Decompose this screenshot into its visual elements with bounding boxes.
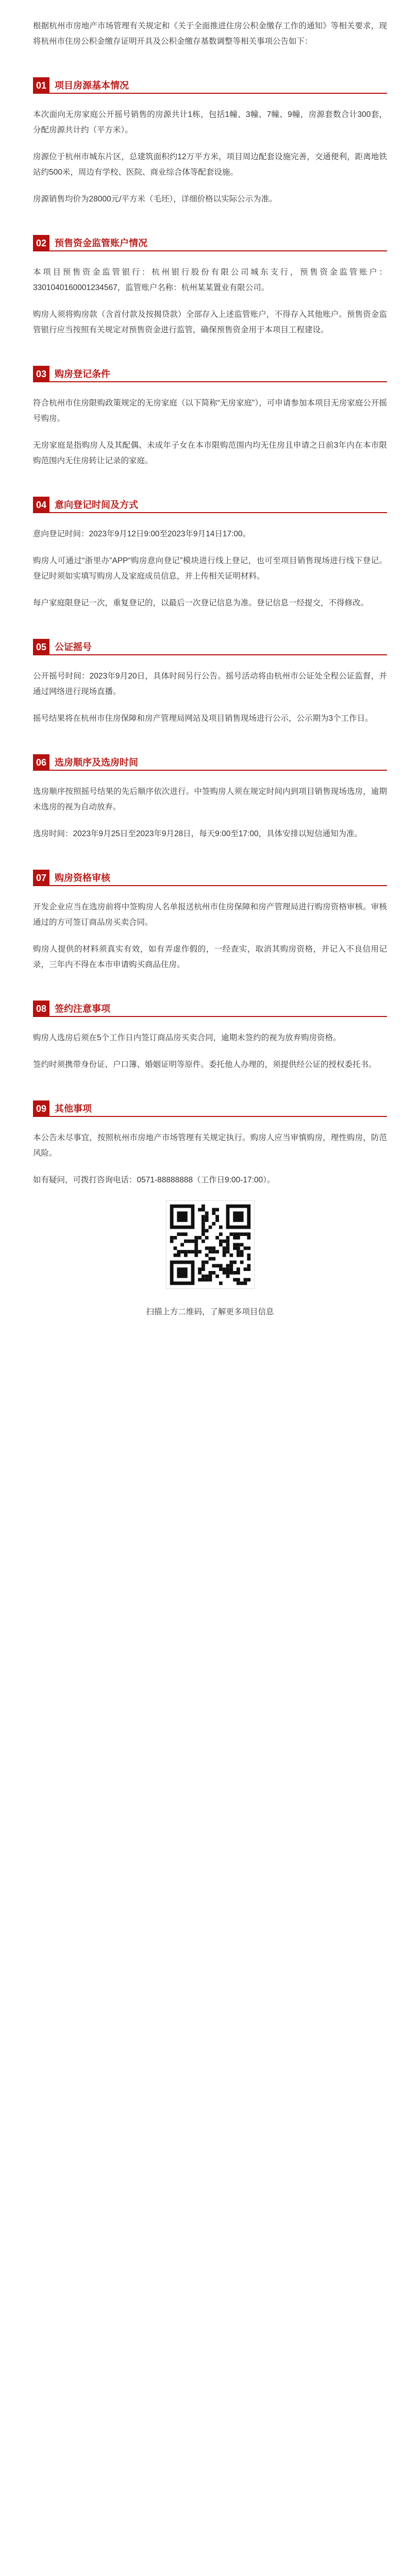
section-paragraph: 房源位于杭州市城东片区，总建筑面积约12万平方米，项目周边配套设施完善，交通便利，距离地铁站约500米，周边有学校、医院、商业综合体等配套设施。 <box>33 152 387 177</box>
section-title: 项目房源基本情况 <box>49 77 387 94</box>
section-paragraph: 房源销售均价为28000元/平方米（毛坯），详细价格以实际公示为准。 <box>33 195 277 204</box>
intro-paragraph: 根据杭州市房地产市场管理有关规定和《关于全面推进住房公积金缴存工作的通知》等相关要求，现将杭州市住房公积金缴存证明开具及公积金缴存基数调整等相关事项公告如下： <box>33 22 387 46</box>
section-paragraph: 本公告未尽事宜，按照杭州市房地产市场管理有关规定执行。购房人应当审慎购房，理性购房，防范风险。 <box>33 1133 387 1158</box>
section-heading <box>33 870 387 886</box>
section-paragraph: 无房家庭是指购房人及其配偶、未成年子女在本市限购范围内均无住房且申请之日前3年内在本市限购范围内无住房转让记录的家庭。 <box>33 441 387 465</box>
section-paragraph: 符合杭州市住房限购政策规定的无房家庭（以下简称“无房家庭”），可申请参加本项目无房家庭公开摇号购房。 <box>33 399 387 423</box>
section-paragraph: 购房人提供的材料须真实有效，如有弄虚作假的，一经查实，取消其购房资格，并记入不良信用记录，三年内不得在本市申请购买商品住房。 <box>33 945 387 969</box>
section-paragraph: 购房人须将购房款（含首付款及按揭贷款）全部存入上述监管账户，不得存入其他账户。预售资金监管银行应当按照有关规定对预售资金进行监管，确保预售资金用于本项目工程建设。 <box>33 310 387 334</box>
section-number: 02 <box>33 235 49 251</box>
section-paragraph: 每户家庭限登记一次，重复登记的，以最后一次登记信息为准。登记信息一经提交，不得修改。 <box>33 599 369 607</box>
section-title: 预售资金监管账户情况 <box>49 235 387 251</box>
section-paragraph: 选房时间：2023年9月25日至2023年9月28日，每天9:00至17:00，具体安排以短信通知为准。 <box>33 829 363 838</box>
section-heading <box>33 639 387 655</box>
section-heading <box>33 77 387 94</box>
section-paragraph: 意向登记时间：2023年9月12日9:00至2023年9月14日17:00。 <box>33 530 251 538</box>
section-paragraph: 签约时须携带身份证、户口簿、婚姻证明等原件。委托他人办理的，须提供经公证的授权委托书。 <box>33 1060 377 1069</box>
section-heading <box>33 497 387 513</box>
section-number: 05 <box>33 639 49 655</box>
section-heading <box>33 366 387 382</box>
section-number: 06 <box>33 754 49 771</box>
section-number: 07 <box>33 870 49 886</box>
section-title: 购房登记条件 <box>49 366 387 382</box>
section-paragraph: 本次面向无房家庭公开摇号销售的房源共计1栋，包括1幢、3幢、7幢、9幢，房源套数合计300套，分配房源共计约（平方米）。 <box>33 110 387 134</box>
section-title: 公证摇号 <box>49 639 387 655</box>
sections-container <box>33 77 387 1188</box>
section-paragraph: 选房顺序按照摇号结果的先后顺序依次进行。中签购房人须在规定时间内到项目销售现场选房，逾期未选房的视为自动放弃。 <box>33 787 387 811</box>
section-heading <box>33 754 387 771</box>
qr-code-image <box>166 1200 255 1289</box>
section-heading <box>33 1100 387 1117</box>
section-paragraph: 购房人选房后须在5个工作日内签订商品房买卖合同，逾期未签约的视为放弃购房资格。 <box>33 1033 341 1042</box>
section-number: 04 <box>33 497 49 513</box>
section-paragraph: 本项目预售资金监管银行：杭州银行股份有限公司城东支行，预售资金监管账户：3301040160001234567，监管账户名称：杭州某某置业有限公司。 <box>33 268 387 292</box>
section-paragraph: 开发企业应当在选房前将中签购房人名单报送杭州市住房保障和房产管理局进行购房资格审核。审核通过的方可签订商品房买卖合同。 <box>33 903 387 927</box>
section-paragraph: 公开摇号时间：2023年9月20日，具体时间另行公告。摇号活动将由杭州市公证处全程公证监督，并通过网络进行现场直播。 <box>33 672 387 696</box>
section-title: 意向登记时间及方式 <box>49 497 387 513</box>
section-heading <box>33 1001 387 1017</box>
section-title: 签约注意事项 <box>49 1001 387 1017</box>
section-number: 03 <box>33 366 49 382</box>
section-paragraph: 如有疑问，可拨打咨询电话：0571-88888888（工作日9:00-17:00）。 <box>33 1176 275 1184</box>
section-paragraph: 购房人可通过“浙里办”APP“购房意向登记”模块进行线上登记，也可至项目销售现场进行线下登记。登记时须如实填写购房人及家庭成员信息，并上传相关证明材料。 <box>33 556 387 581</box>
section-title: 选房顺序及选房时间 <box>49 754 387 771</box>
section-title: 购房资格审核 <box>49 870 387 886</box>
section-heading <box>33 235 387 251</box>
qr-caption: 扫描上方二维码，了解更多项目信息 <box>146 1308 274 1316</box>
section-number: 08 <box>33 1001 49 1017</box>
section-number: 01 <box>33 77 49 94</box>
qr-code-wrapper <box>33 1200 387 1289</box>
section-paragraph: 摇号结果将在杭州市住房保障和房产管理局网站及项目销售现场进行公示，公示期为3个工作日。 <box>33 714 373 723</box>
section-title: 其他事项 <box>49 1100 387 1117</box>
section-number: 09 <box>33 1100 49 1117</box>
